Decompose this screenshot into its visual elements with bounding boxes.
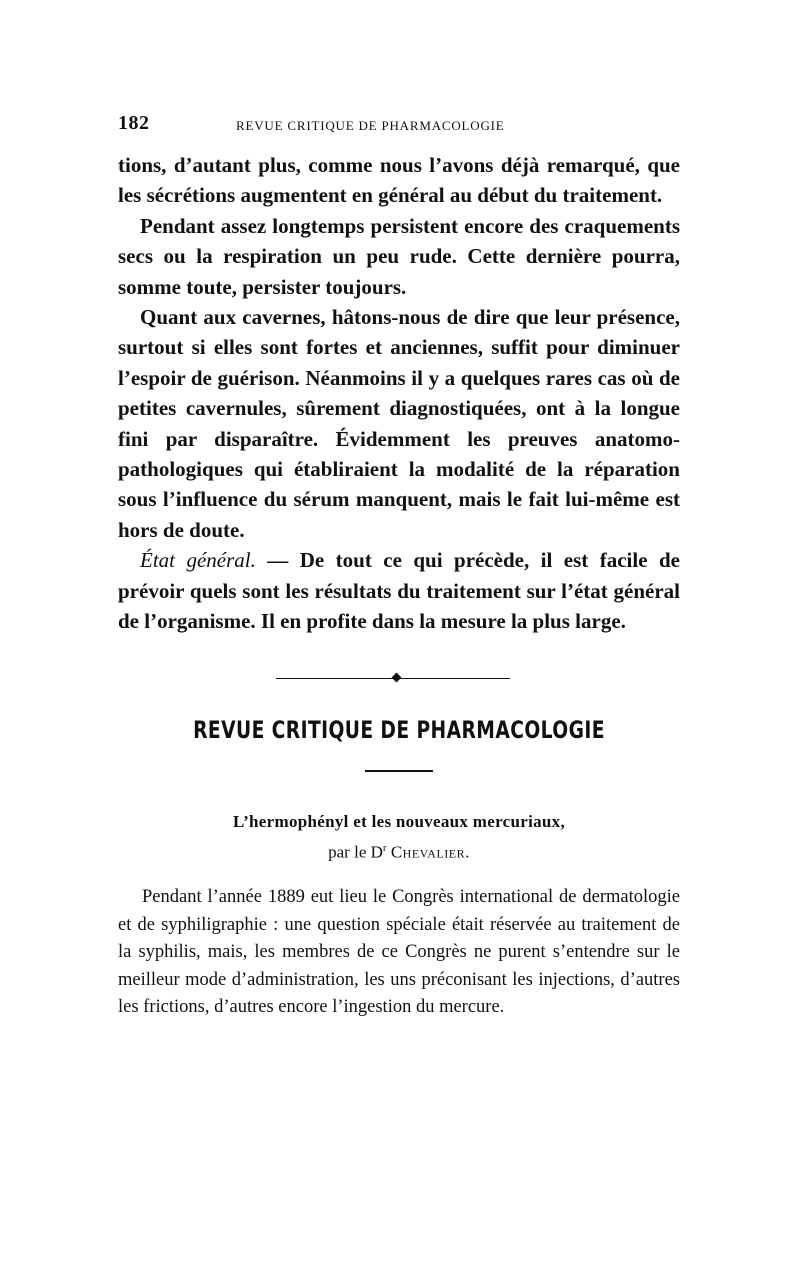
paragraph: Pendant l’année 1889 eut lieu le Congrès international de dermatologie et de syphiligraphie : une question spéciale était réservée au traitement de la syphilis, mais, les membres de ce Congrès ne purent s’entendre sur le meilleur mode d’administration, les uns préconisant les injections, d’autres les frictions, d’autres encore l’ingestion du mercure. [118, 887, 680, 1018]
running-head [118, 112, 680, 142]
running-title: REVUE CRITIQUE DE PHARMACOLOGIE [236, 118, 505, 133]
section-title: REVUE CRITIQUE DE PHARMACOLOGIE [193, 715, 605, 744]
book-page [118, 112, 680, 1022]
author-name: Chevalier. [390, 842, 470, 862]
section-rule [365, 770, 433, 772]
divider-rule [398, 678, 510, 679]
paragraph [118, 545, 680, 636]
paragraph: Pendant assez longtemps persistent encore des craquements secs ou la respiration un peu rude. Cette dernière pourra, somme toute, persister toujours. [118, 213, 680, 299]
article-title: L’hermophényl et les nouveaux mercuriaux, [233, 811, 565, 831]
paragraph-rest: — De tout ce qui précède, il est facile de prévoir quels sont les résultats du traitement sur l’état général de l’organisme. Il en profite dans la mesure la plus large. [118, 548, 680, 634]
paragraph: tions, d’autant plus, comme nous l’avons déjà remarqué, que les sécrétions augmentent en général au début du traitement. [118, 153, 680, 208]
byline [118, 842, 680, 863]
paragraph-lead: État général. [140, 548, 256, 573]
byline-prefix: par le D [328, 842, 383, 862]
ornament-divider [118, 669, 680, 689]
article-text [118, 884, 680, 1022]
body-text [118, 150, 680, 637]
page-number: 182 [118, 112, 150, 134]
paragraph: Quant aux cavernes, hâtons-nous de dire que leur présence, surtout si elles sont fortes et anciennes, suffit pour diminuer l’espoir de guérison. Néanmoins il y a quelques rares cas où de petites cavernules, sûrement diagnostiquées, ont à la longue fini par disparaître. Évidemment les preuves anatomo-pathologiques qui établiraient la modalité de la réparation sous l’influence du sérum manquent, mais le fait lui-même est hors de doute. [118, 305, 680, 542]
byline-sup: r [382, 841, 387, 854]
divider-rule [276, 678, 396, 679]
